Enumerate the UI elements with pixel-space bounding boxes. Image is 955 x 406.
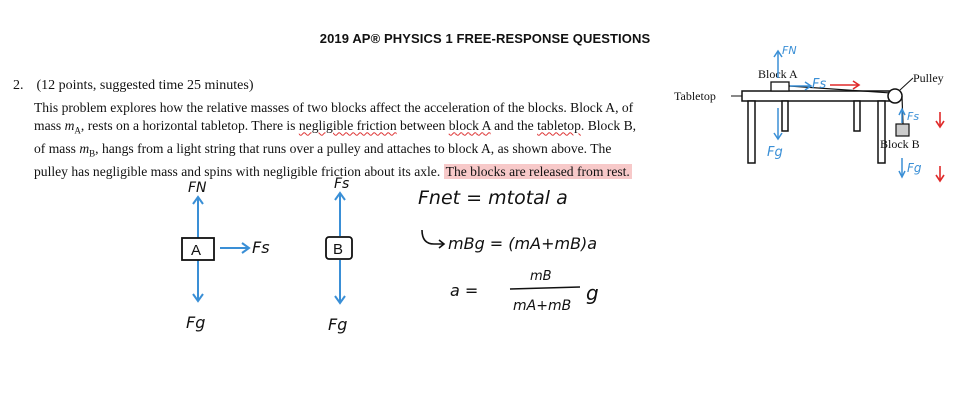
fbd-b-fs: Fs [334,176,350,192]
question-points: (12 points, suggested time 25 minutes) [36,78,254,93]
question-heading [13,78,253,94]
pulley-label: Pulley [913,71,944,85]
tabletop-label: Tabletop [674,89,716,103]
annotation-block-a: block A [448,117,491,133]
block-a-label: Block A [758,67,798,81]
equation-a-denominator: mA+mB [513,298,572,314]
fbd-a-fn: FN [188,180,207,196]
fbd-a-fg: Fg [186,313,206,332]
annotation-negligible-friction: negligible friction [298,117,397,133]
text-line-4: pulley has negligible mass and spins with negligible friction about its axle. The blocks are released from rest. [34,163,630,179]
fbd-a-fs: Fs [252,238,270,257]
equation-forces: mBg = (mA+mB)a [448,234,598,253]
diagram-fs-label: Fs [812,77,827,92]
equation-a-g: g [586,281,599,305]
block-a-letter: A [191,242,202,259]
pulley [888,89,902,103]
page-header: 2019 AP® PHYSICS 1 FREE-RESPONSE QUESTIONS [319,31,651,46]
tabletop [742,91,892,101]
text-line-1: This problem explores how the relative masses of two blocks affect the acceleration of the blocks. Block A, of [34,100,634,115]
diagram-fn-label: FN [782,44,797,57]
equation-a-numerator: mB [530,269,552,284]
diagram-fg-b-label: Fg [907,161,922,175]
question-number: 2. [13,78,24,93]
block-b-label: Block B [880,137,920,151]
fbd-block-b [310,172,380,342]
equations [410,178,640,328]
block-a [771,82,789,91]
diagram-fs-b-label: Fs [907,110,920,123]
equation-a-lhs: a = [450,281,479,300]
block-b-letter: B [333,241,344,258]
fbd-b-fg: Fg [328,315,348,334]
text-line-2: mass $m_A$, rests on a horizontal tabletop. There is negligible friction between block A and the tabletop. Block B, [34,117,637,136]
diagram-fg-label: Fg [767,145,783,160]
question-text [34,99,674,180]
annotation-tabletop: tabletop [537,117,581,133]
text-line-3: of mass $m_B$, hangs from a light string that runs over a pulley and attaches to block A, as shown above. The [34,140,612,159]
block-b [896,124,909,136]
fbd-block-a [160,178,290,343]
highlight-released-from-rest: The blocks are released from rest. [445,163,630,179]
setup-diagram [670,38,955,188]
equation-newton: Fnet = mtotal a [418,187,568,209]
